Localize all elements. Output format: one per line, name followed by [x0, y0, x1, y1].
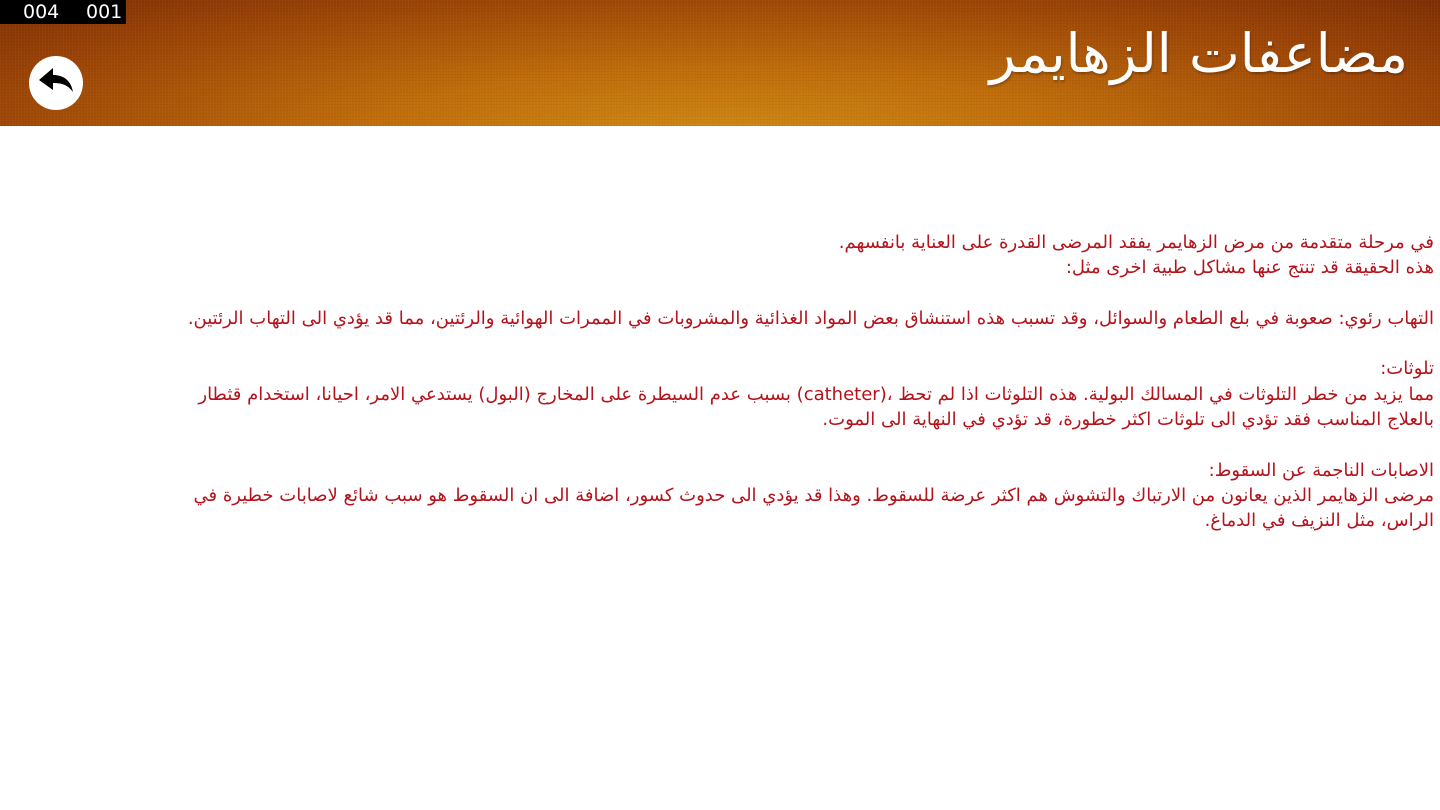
header-bar: [0, 0, 1440, 126]
intro-paragraph: [8, 230, 1434, 281]
counter-right: 001: [86, 1, 123, 23]
page-title: مضاعفات الزهايمر: [989, 22, 1408, 85]
pneumonia-text: التهاب رئوي: صعوبة في بلع الطعام والسوائل، وقد تسبب هذه استنشاق بعض المواد الغذائية والمشروبات في الممرات الهوائية والرئتين، مما قد يؤدي الى التهاب الرئتين.: [187, 307, 1434, 329]
page-counter: [0, 0, 126, 24]
infections-body-line: مما يزيد من خطر التلوثات في المسالك البولية. هذه التلوثات اذا لم تحظ ،(catheter) بسبب عدم السيطرة على المخارج (البول) يستدعي الامر، احيانا، استخدام قثطار: [198, 383, 1434, 405]
intro-line: في مرحلة متقدمة من مرض الزهايمر يفقد المرضى القدرة على العناية بانفسهم.: [838, 232, 1434, 253]
article-body: [8, 230, 1434, 559]
infections-body-line: بالعلاج المناسب فقد تؤدي الى تلوثات اكثر خطورة، قد تؤدي في النهاية الى الموت.: [822, 409, 1434, 431]
infections-heading: تلوثات:: [1380, 358, 1434, 380]
infections-paragraph: [8, 356, 1434, 432]
back-arrow-icon: [29, 56, 83, 110]
falls-body-line: مرضى الزهايمر الذين يعانون من الارتباك والتشوش هم اكثر عرضة للسقوط. وهذا قد يؤدي الى حدوث كسور، اضافة الى ان السقوط هو سبب شائع لاصابات خطيرة في: [193, 484, 1434, 506]
pneumonia-paragraph: [8, 306, 1434, 331]
falls-paragraph: [8, 458, 1434, 534]
intro-line: هذه الحقيقة قد تنتج عنها مشاكل طبية اخرى مثل:: [1065, 257, 1434, 279]
falls-body-line: الراس، مثل النزيف في الدماغ.: [1204, 510, 1434, 532]
falls-heading: الاصابات الناجمة عن السقوط:: [1208, 459, 1434, 481]
counter-left: 004: [23, 1, 60, 23]
back-button[interactable]: [29, 56, 83, 110]
